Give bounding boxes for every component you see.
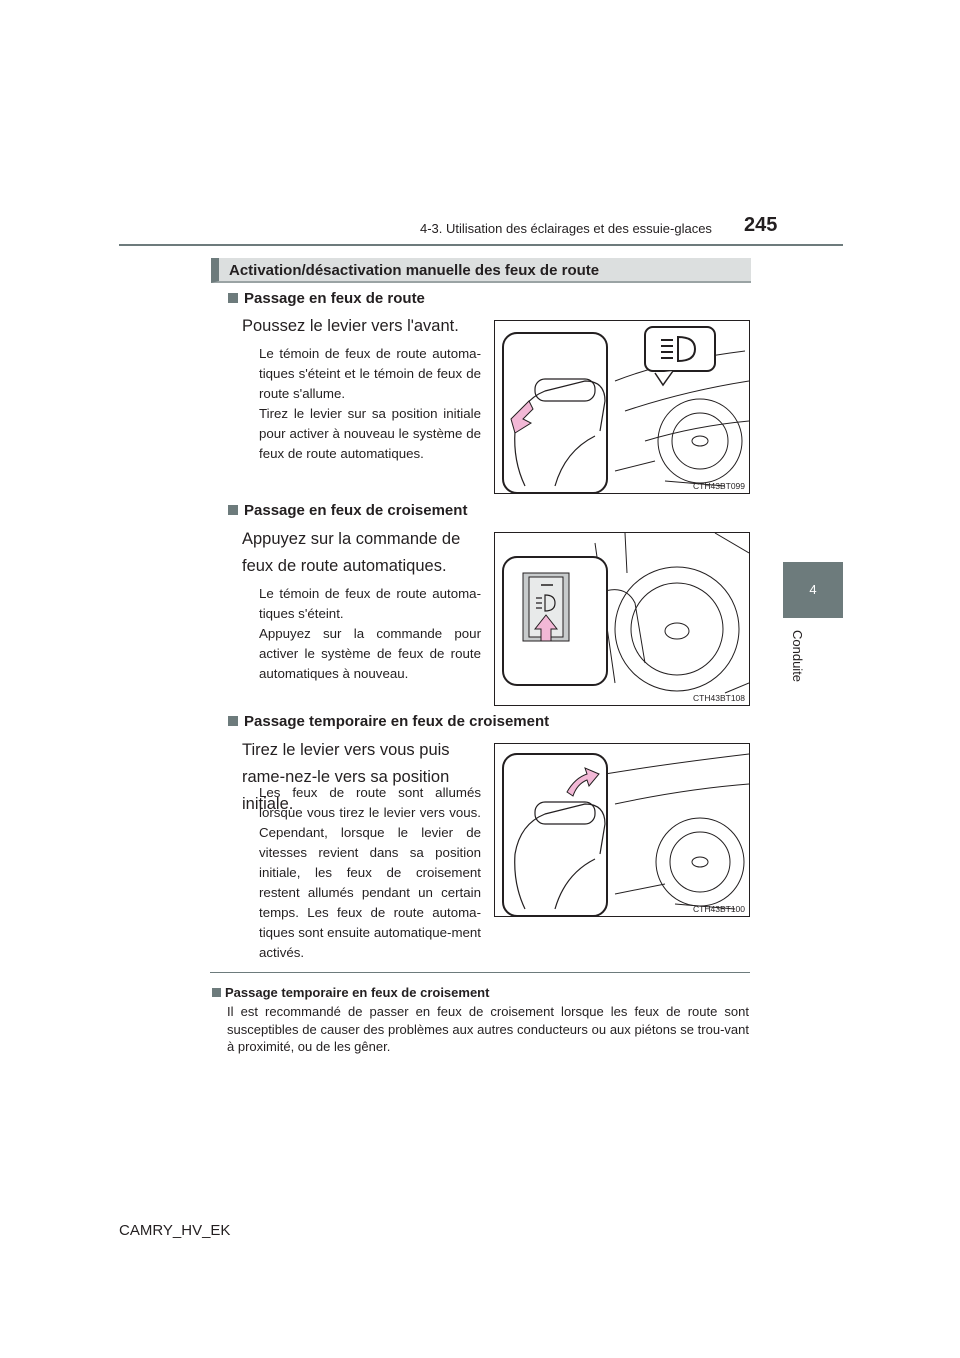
square-bullet-icon: [228, 293, 238, 303]
square-bullet-icon: [228, 716, 238, 726]
figure-code: CTH43BT108: [693, 693, 745, 703]
figure-code: CTH43BT099: [693, 481, 745, 491]
block-lead: Tirez le levier vers vous puis rame-nez-le vers sa position initiale.: [242, 741, 450, 813]
page-number: 245: [744, 214, 778, 236]
block-note: Le témoin de feux de route automa-tiques s'éteint et le témoin de feux de route s'allume.: [259, 346, 481, 401]
figure-auto-switch: [494, 532, 750, 706]
block-heading: Passage en feux de croisement: [228, 502, 467, 519]
square-bullet-icon: [212, 988, 221, 997]
block-note: Tirez le levier sur sa position initiale pour activer à nouveau le système de feux de route automatiques.: [259, 406, 481, 461]
model-footer: CAMRY_HV_EK: [119, 1222, 231, 1239]
figure-lever-forward: [494, 320, 750, 494]
header-rule: [119, 244, 843, 246]
square-bullet-icon: [228, 505, 238, 515]
block-note: Appuyez sur la commande pour activer le système de feux de route automatiques à nouveau.: [259, 626, 481, 681]
section-title-bar: [211, 258, 751, 283]
info-text: Il est recommandé de passer en feux de croisement lorsque les feux de route sont susceptibles de causer des problèmes aux autres conducteurs ou aux piétons se trou-vant à proximité, ou de les gêner.: [227, 1004, 749, 1055]
block-heading: Passage en feux de route: [228, 290, 425, 307]
chapter-tab: 4: [783, 562, 843, 618]
figure-lever-pull: [494, 743, 750, 917]
info-rule: [210, 972, 750, 973]
block-lead: Appuyez sur la commande de feux de route automatiques.: [242, 530, 461, 575]
figure-code: CTH43BT100: [693, 904, 745, 914]
section-title: Activation/désactivation manuelle des feux de route: [229, 262, 600, 279]
chapter-side-label: Conduite: [790, 630, 805, 683]
block-note: Les feux de route sont allumés lorsque vous tirez le levier vers vous. Cependant, lorsque le levier de vitesses revient dans sa position initiale, les feux de croisement restent allumés pendant un certain temps. Les feux de route automa-tiques sont ensuite automatique-ment activés.: [259, 785, 481, 960]
block-lead: Poussez le levier vers l'avant.: [242, 317, 459, 335]
block-note: Le témoin de feux de route automa-tiques s'éteint.: [259, 586, 481, 621]
info-heading: Passage temporaire en feux de croisement: [212, 985, 489, 1000]
block-heading: Passage temporaire en feux de croisement: [228, 713, 549, 730]
chapter-header: 4-3. Utilisation des éclairages et des essuie-glaces: [420, 221, 712, 236]
